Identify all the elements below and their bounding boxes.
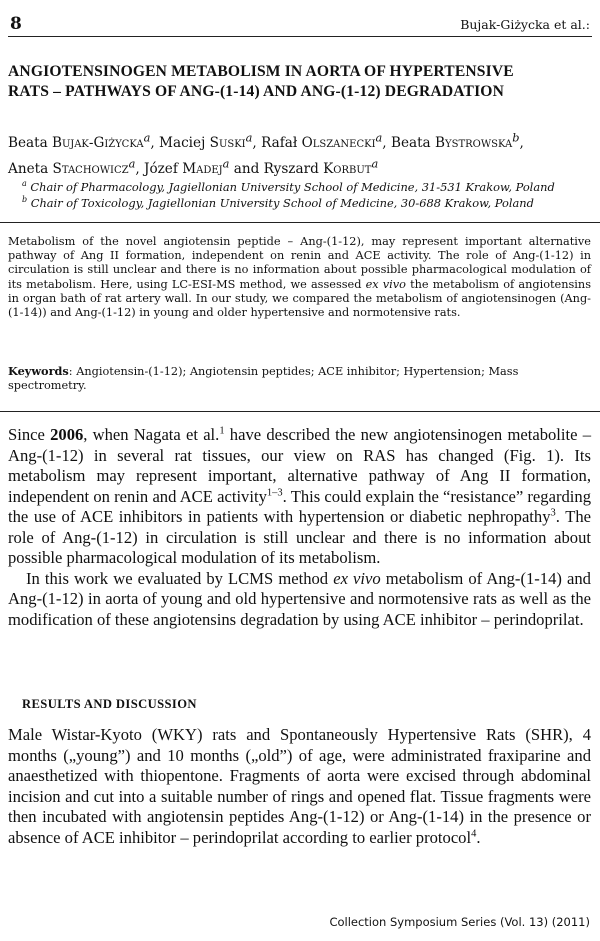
- affiliation-a: $^a$ Chair of Pharmacology, Jagiellonian University School of Medicine, 31-531 Krakow, Poland: [22, 179, 555, 194]
- intro-paragraph-2: In this work we evaluated by LCMS method ex vivo metabolism of Ang-(1-14) and Ang-(1-12) in aorta of young and old hypertensive and normotensive rats as well as the modification of these angiotensins degradation by using ACE inhibitor – perindoprilat.: [8, 568, 591, 629]
- title-line-2: RATS – PATHWAYS OF ANG-(1-14) AND ANG-(1-12) DEGRADATION: [8, 83, 504, 100]
- introduction: [8, 425, 591, 630]
- keywords: Keywords: Angiotensin-(1-12); Angiotensin peptides; ACE inhibitor; Hypertension; Mass spectrometry.: [8, 364, 519, 393]
- results-paragraph-1: Male Wistar-Kyoto (WKY) rats and Spontaneously Hypertensive Rats (SHR), 4 months („young”) and 10 months („old”) of age, were administrated fraxiparine and anaesthetized with thiopentone. Fragments of aorta were excised through abdominal incision and cut into a suitable number of rings and opened flat. Tissue fragments were then incubated with angiotensin peptides Ang-(1-12) or Ang-(1-14) in the presence or absence of ACE inhibitor – perindoprilat according to earlier protocol$^4$.: [8, 725, 591, 847]
- author: Maciej Suski$^a$,: [159, 130, 262, 151]
- paper-title: [8, 62, 588, 102]
- running-author: Bujak-Giżycka et al.:: [460, 17, 590, 32]
- author: Rafał Olszanecki$^a$,: [261, 130, 391, 151]
- author: Beata Bystrowska$^b$,: [390, 130, 524, 151]
- page-number: 8: [10, 14, 22, 34]
- author: Józef Madej$^a$ and: [144, 156, 264, 178]
- section-heading-results: RESULTS AND DISCUSSION: [22, 697, 197, 711]
- author: Beata Bujak-Giżycka$^a$,: [8, 130, 160, 151]
- results-text: [8, 725, 591, 848]
- abstract-text: Metabolism of the novel angiotensin peptide – Ang-(1-12), may represent important alternative pathway of Ang II formation, independent on renin and ACE activity. The role of Ang-(1-12) in circulation is still unclear and there is no information about possible pharmacological modulation of its metabolism. Here, using LC-ESI-MS method, we assessed ex vivo the metabolism of angiotensins in organ bath of rat artery wall. In our study, we compared the metabolism of angiotensinogen (Ang-(1-14)) and Ang-(1-12) in young and older hypertensive and normotensive rats.: [8, 235, 591, 320]
- author-list: [8, 127, 588, 180]
- intro-paragraph-1: Since 2006, when Nagata et al.$^1$ have described the new angiotensinogen metabolite – Ang-(1-12) in several rat tissues, our view on RAS has changed (Fig. 1). Its metabolism may represent important, alternative pathway of Ang II formation, independent on renin and ACE activity$^{1-3}$. This could explain the “resistance” regarding the use of ACE inhibitors in patients with hypertension or diabetic nephropathy$^3$. The role of Ang-(1-12) in circulation is still unclear and there is no information about possible pharmacological modulation of its metabolism.: [8, 425, 591, 567]
- running-header: [8, 14, 592, 37]
- footer-series: Collection Symposium Series (Vol. 13) (2011): [329, 915, 590, 929]
- abstract-box: [0, 222, 600, 412]
- keywords-label: Keywords: [8, 364, 69, 378]
- title-line-1: ANGIOTENSINOGEN METABOLISM IN AORTA OF HYPERTENSIVE: [8, 63, 514, 80]
- author: Ryszard Korbut$^a$: [263, 156, 379, 178]
- author: Aneta Stachowicz$^a$,: [8, 156, 144, 178]
- affiliation-b: $^b$ Chair of Toxicology, Jagiellonian University School of Medicine, 30-688 Krakow, Poland: [22, 195, 534, 210]
